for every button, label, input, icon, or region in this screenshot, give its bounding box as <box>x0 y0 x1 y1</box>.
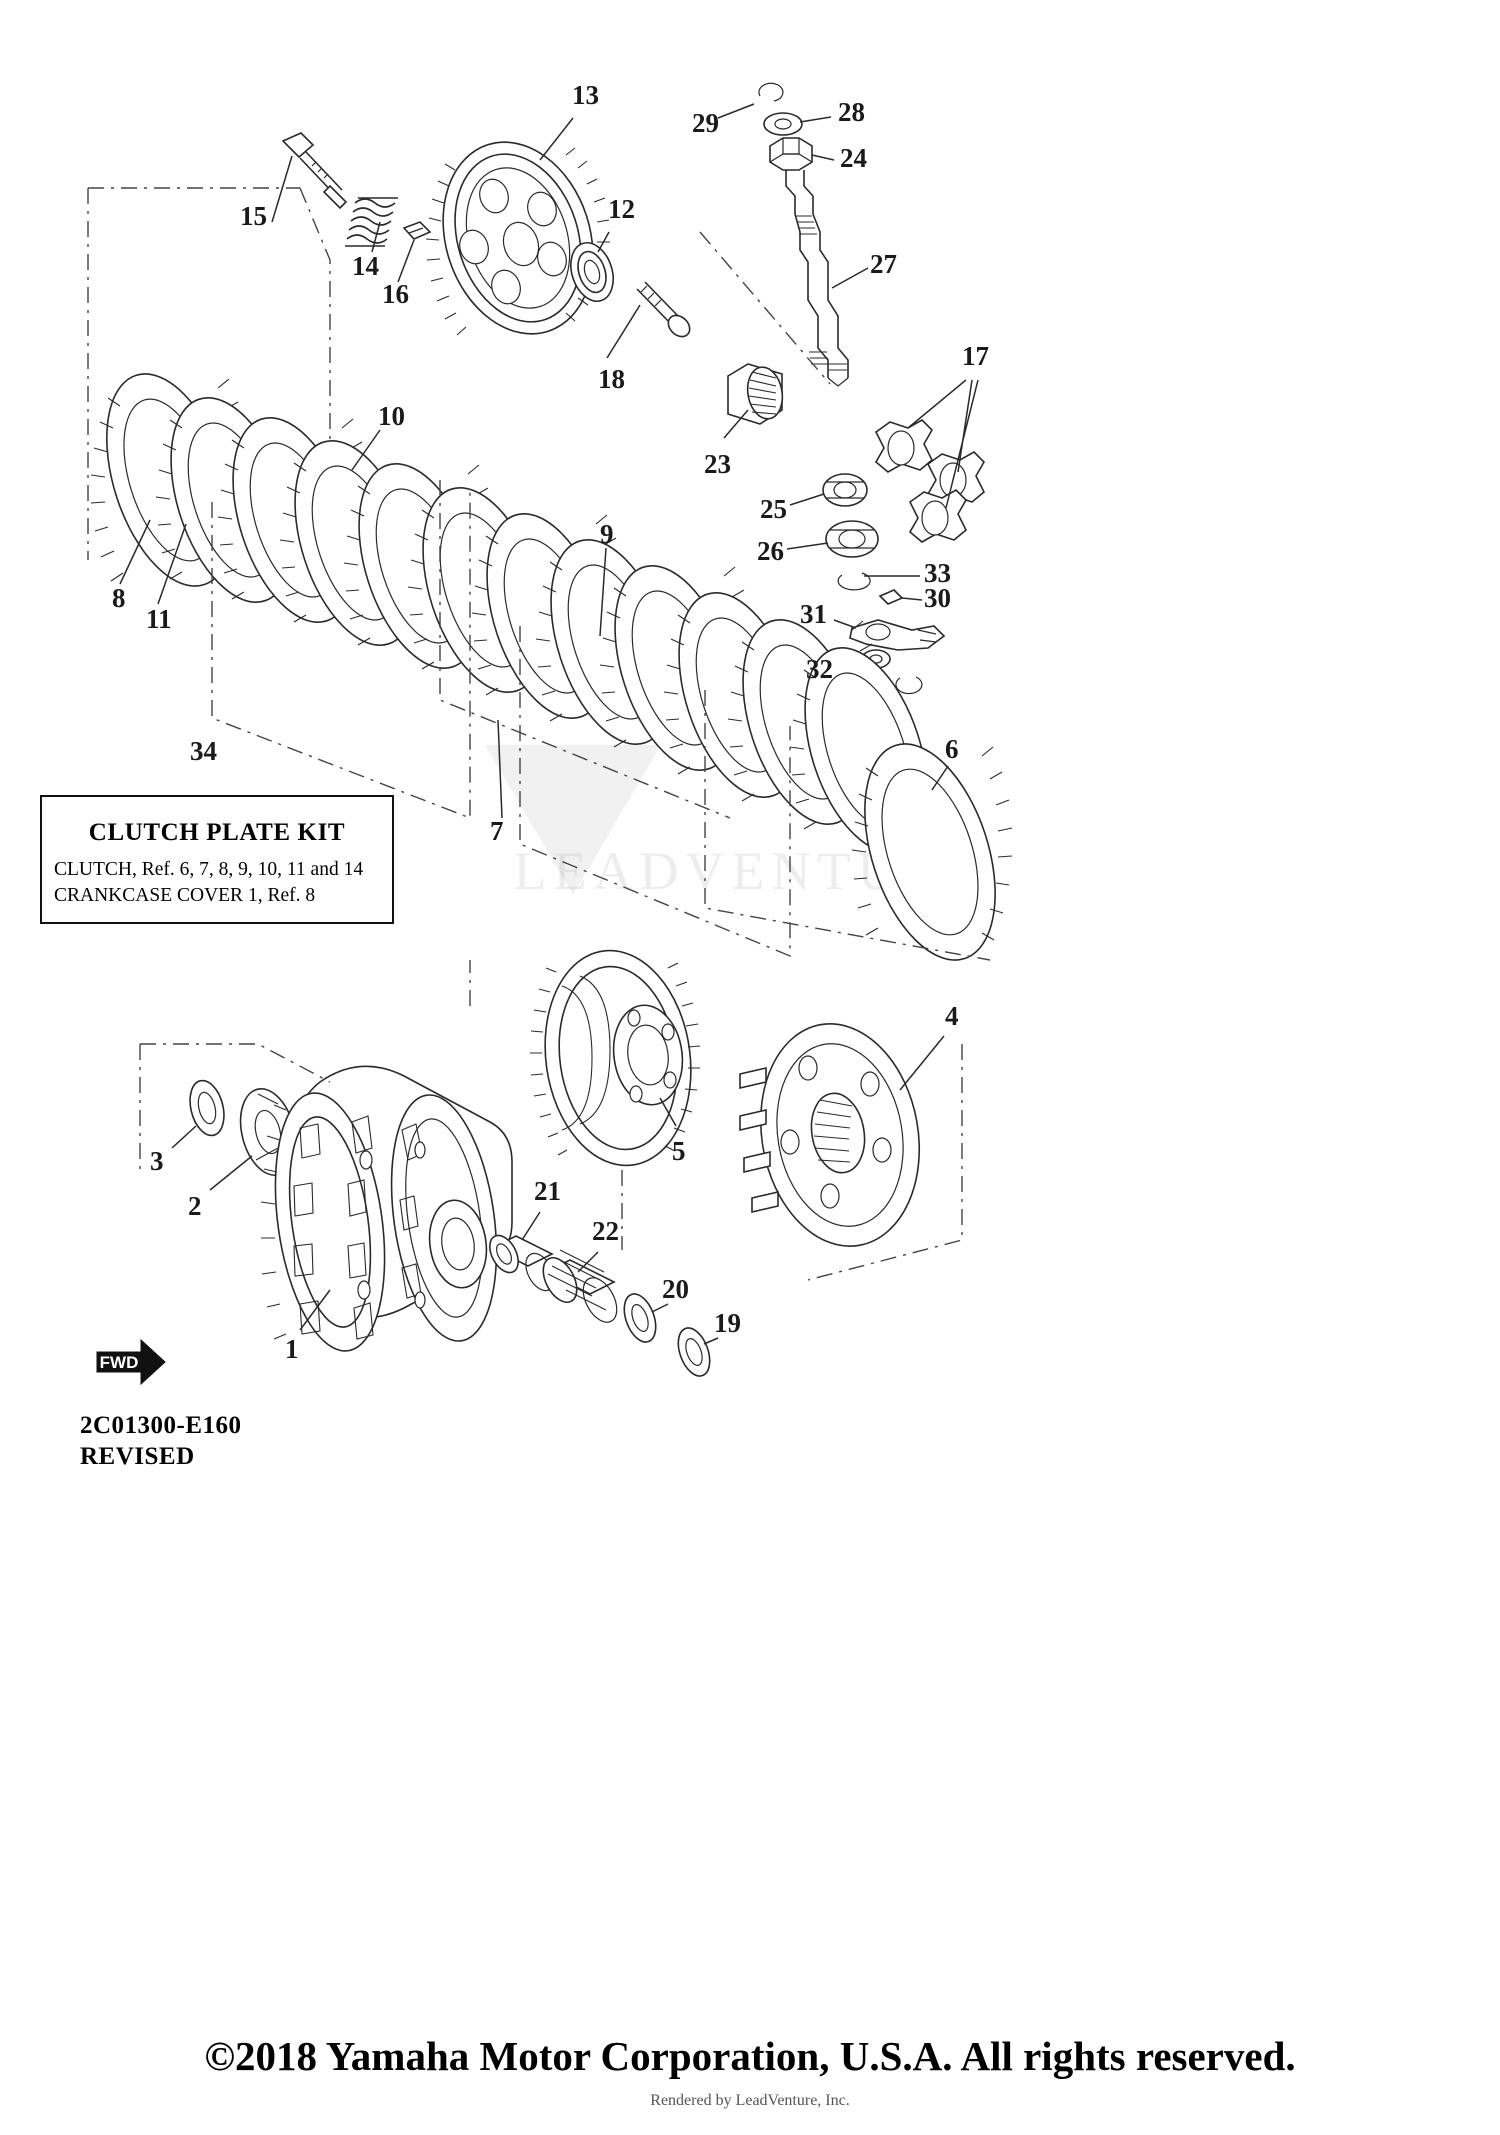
callout-6: 6 <box>945 734 959 764</box>
fwd-arrow-icon <box>95 1338 167 1386</box>
watermark-text: LEADVENTURE <box>513 841 987 901</box>
callout-20: 20 <box>662 1274 689 1304</box>
callout-10: 10 <box>378 401 405 431</box>
part-4-clutch-hub <box>740 1011 936 1259</box>
callout-9: 9 <box>600 519 614 549</box>
callout-16: 16 <box>382 279 409 309</box>
callout-17: 17 <box>962 341 989 371</box>
callout-28: 28 <box>838 97 865 127</box>
part-26-bearing <box>826 521 878 557</box>
revision-label: REVISED <box>80 1443 195 1470</box>
callout-8: 8 <box>112 583 126 613</box>
part-16-plate <box>404 222 430 239</box>
part-19-washer <box>672 1324 715 1381</box>
clutch-plate-kit-box <box>40 795 394 924</box>
part-20-washer <box>618 1290 661 1347</box>
part-14-spring <box>345 198 398 246</box>
callout-14: 14 <box>352 251 379 281</box>
kit-line-2: CRANKCASE COVER 1, Ref. 8 <box>54 885 316 906</box>
part-29-circlip <box>759 83 783 101</box>
part-18-push-rod <box>637 282 694 341</box>
part-27-main-axle <box>786 170 848 386</box>
part-31-push-lever <box>850 620 944 650</box>
callout-12: 12 <box>608 194 635 224</box>
callout-1: 1 <box>285 1334 299 1364</box>
callout-3: 3 <box>150 1146 164 1176</box>
callout-29: 29 <box>692 108 719 138</box>
callout-21: 21 <box>534 1176 561 1206</box>
part-17-lifter-plates <box>876 420 984 542</box>
callout-7: 7 <box>490 816 504 846</box>
kit-title: CLUTCH PLATE KIT <box>88 819 346 846</box>
rendered-by-notice: Rendered by LeadVenture, Inc. <box>650 2092 850 2109</box>
part-28-washer <box>764 113 802 135</box>
part-22-needle-bearing <box>536 1250 623 1328</box>
callout-22: 22 <box>592 1216 619 1246</box>
part-15-bolt <box>283 133 346 208</box>
kit-line-1: CLUTCH, Ref. 6, 7, 8, 9, 10, 11 and 14 <box>54 859 364 880</box>
callout-32: 32 <box>806 654 833 684</box>
callout-11: 11 <box>146 604 172 634</box>
callout-5: 5 <box>672 1136 686 1166</box>
part-13-pressure-plate <box>419 123 617 354</box>
callout-2: 2 <box>188 1191 202 1221</box>
callout-30: 30 <box>924 583 951 613</box>
part-30-pin <box>880 590 902 604</box>
callout-33: 33 <box>924 558 951 588</box>
callout-23: 23 <box>704 449 731 479</box>
callout-26: 26 <box>757 536 784 566</box>
svg-text:FWD: FWD <box>99 1353 139 1372</box>
fwd-direction-badge <box>95 1338 167 1386</box>
callout-24: 24 <box>840 143 867 173</box>
callout-27: 27 <box>870 249 897 279</box>
part-23-clutch-boss <box>728 364 786 424</box>
callout-25: 25 <box>760 494 787 524</box>
copyright-notice: ©2018 Yamaha Motor Corporation, U.S.A. All rights reserved. <box>204 2033 1296 2079</box>
callout-18: 18 <box>598 364 625 394</box>
callout-34: 34 <box>190 736 217 766</box>
callout-31: 31 <box>800 599 827 629</box>
callout-15: 15 <box>240 201 267 231</box>
part-1-clutch-housing <box>260 1066 512 1358</box>
callout-13: 13 <box>572 80 599 110</box>
callout-19: 19 <box>714 1308 741 1338</box>
part-code: 2C01300-E160 <box>80 1412 242 1439</box>
part-25-bearing <box>823 474 867 506</box>
part-24-nut <box>770 138 812 170</box>
callout-4: 4 <box>945 1001 959 1031</box>
